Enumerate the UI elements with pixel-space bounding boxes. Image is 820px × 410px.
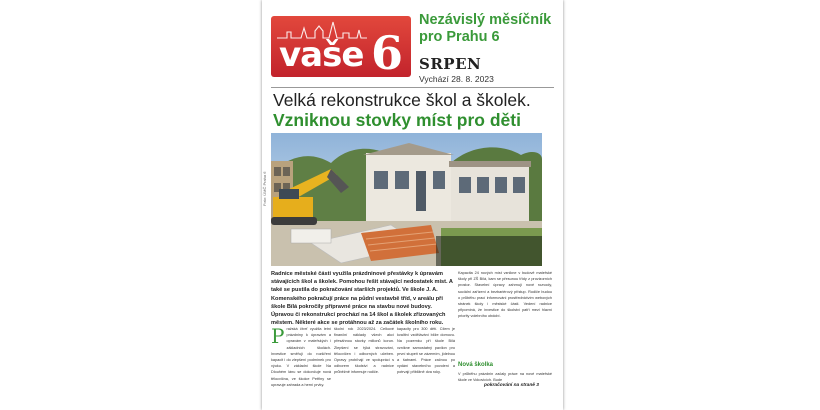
article-subheadline: Vzniknou stovky míst pro děti	[273, 110, 521, 130]
section-subhead: Nová školka	[458, 362, 494, 368]
header-divider	[271, 87, 554, 88]
logo-number: 6	[371, 26, 404, 80]
masthead-tagline: Nezávislý měsíčník pro Prahu 6	[419, 12, 552, 45]
article-column-2: školní rok 2023/2024. Celkové finanční náklady všech akcí přesáhnou stovky milionů korun. Zlepšení se týká stravování, tělocvičen i odborných učeben. Opravy probíhají ve spolupráci s odborem školství a radnice průběžně informuje rodiče.	[334, 327, 394, 375]
masthead-logo	[271, 16, 411, 80]
article-column-1	[271, 326, 331, 388]
issue-date: Vychází 28. 8. 2023	[419, 74, 494, 84]
continued-link[interactable]: pokračování na straně 3	[484, 383, 539, 388]
photo-credit: Foto: ÚMČ Praha 6	[262, 171, 267, 206]
issue-month: SRPEN	[419, 55, 482, 73]
article-photo	[271, 133, 542, 266]
logo-word: vaše	[279, 35, 364, 75]
article-column-3: kapacity pro 300 dětí. Cílem je kvalitní vzdělávání blíže domovu. Na pozemku při škole Bílá vznikne samostatný pavilon pro první stupeň se zázemím, jídelnou a šatnami. Práce začnou po vydání stavebního povolení a potrvají přibližně dva roky.	[397, 327, 455, 375]
construction-site-illustration	[271, 133, 542, 266]
newspaper-front-page	[262, 0, 563, 410]
article-perex: Radnice městské části využila prázdninové přestávky k úpravám stávajících škol a školek. Pomohou řešit stávající nedostatek míst. A také se pustila do pokračování starších projektů. Ve škole J. A. Komenského pokračují práce na půdní vestavbě tříd, v areálu při škole Bílá pokročily přípravné práce na stavbu nové budovy. Úpravou či rekonstrukcí prochází na 14 škol a školek zřizovaných městem. Některé akce se protáhnou až za začátek školního roku.	[271, 271, 453, 327]
column-1-text: ražská čtvrť využila letní prázdniny k úpravám a opravám v mateřských i základních školách. Investice směřují do rozšíření kapacit i do zlepšení podmínek pro výuku. V základní škole Na Dlouhém lánu se dokončuje nová tělocvična, ve školce Petřiny se upravuje zahrada a herní prvky.	[271, 327, 331, 387]
article-headline: Velká rekonstrukce škol a školek.	[273, 90, 531, 110]
drop-cap: P	[271, 324, 285, 348]
article-column-4: Kapacita 24 nových míst vznikne v budově mateřské školy při ZŠ Bílá, kam se přesunou třídy z provizorních prostor. Stavební úpravy zahrnují nové rozvody, sociální zařízení a bezbariérový přístup. Rodiče budou o průběhu prací informováni prostřednictvím webových stránek školy i městské části. Vedení radnice připomíná, že investice do školství patří mezi hlavní priority volebního období.	[458, 271, 552, 319]
article-column-5: V průběhu prázdnin začaly práce na nové mateřské škole ve Vokovicích. Bude	[458, 372, 552, 383]
